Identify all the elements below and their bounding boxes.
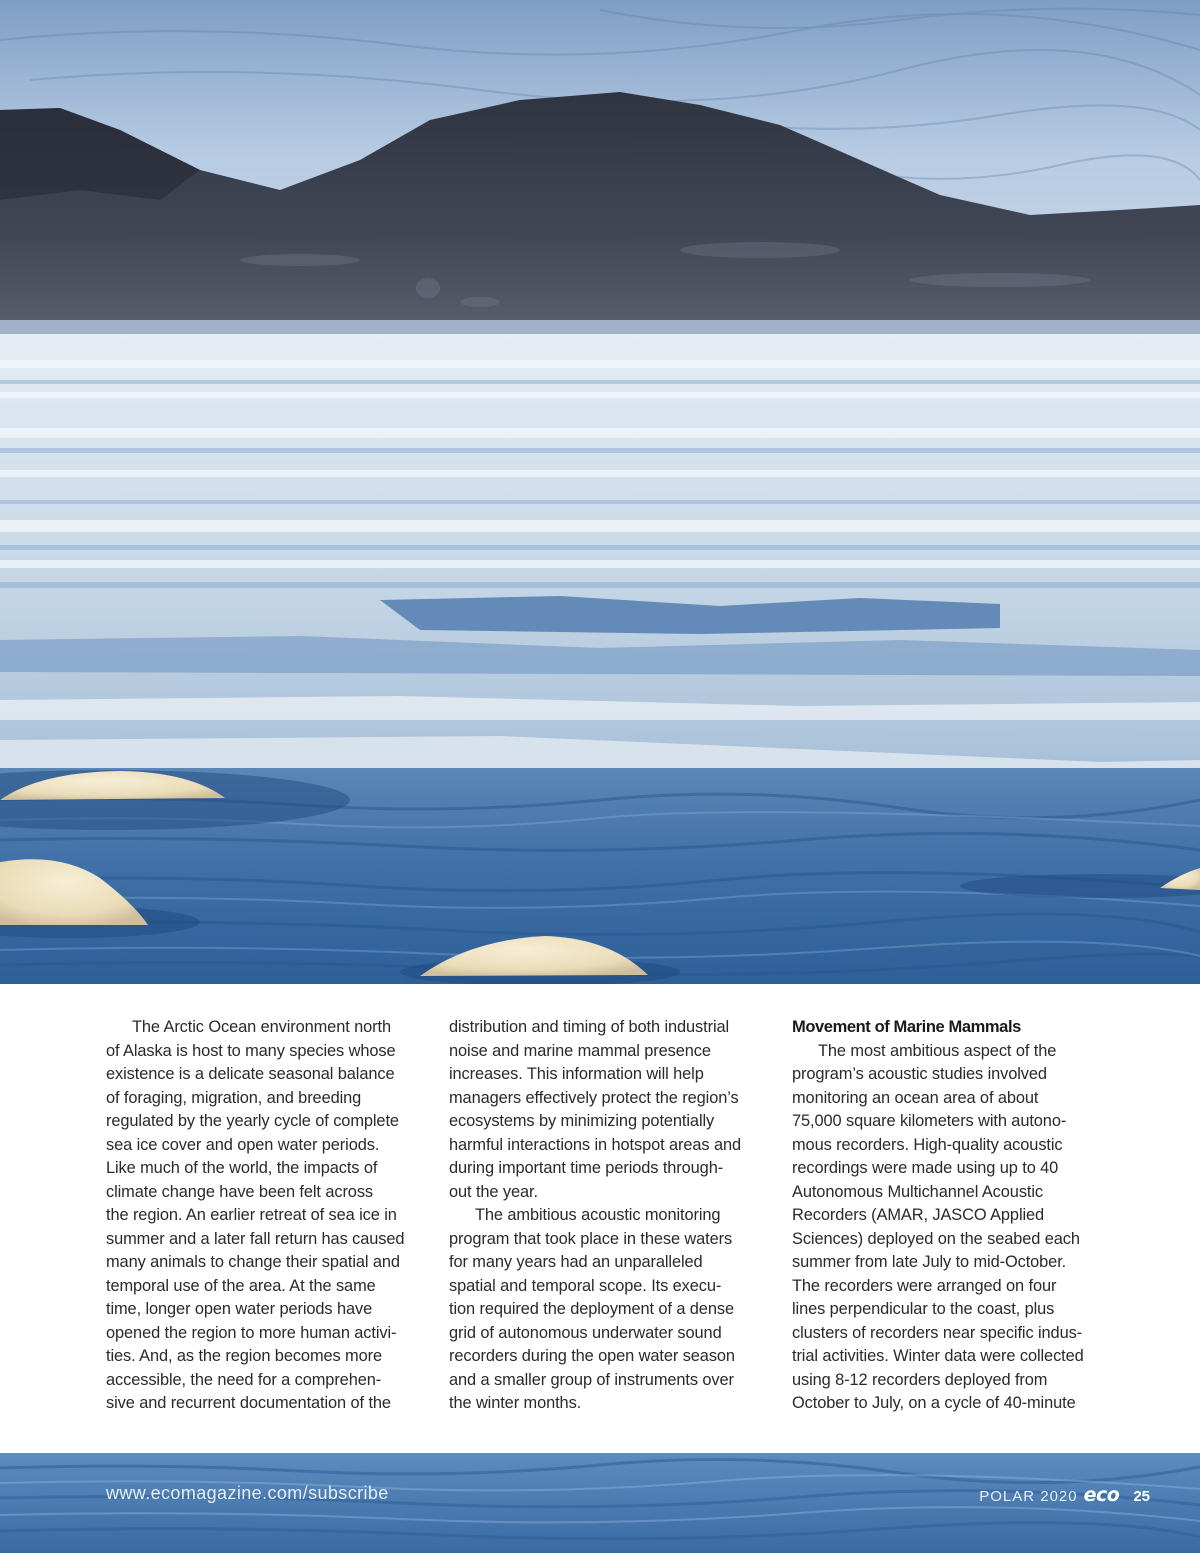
article-column-3 bbox=[792, 1016, 1114, 1416]
paragraph bbox=[792, 1040, 1114, 1416]
text-line: recorders during the open water season bbox=[449, 1347, 735, 1365]
text-line: ties. And, as the region becomes more bbox=[106, 1347, 383, 1365]
text-line: recordings were made using up to 40 bbox=[792, 1159, 1059, 1177]
text-line: The ambitious acoustic monitoring bbox=[475, 1206, 721, 1224]
text-line: temporal use of the area. At the same bbox=[106, 1276, 376, 1295]
text-line: The Arctic Ocean environment north bbox=[132, 1018, 391, 1036]
text-line: Like much of the world, the impacts of bbox=[106, 1159, 378, 1177]
text-line: during important time periods through- bbox=[449, 1159, 724, 1177]
text-line: increases. This information will help bbox=[449, 1065, 704, 1083]
text-line: existence is a delicate seasonal balance bbox=[106, 1065, 395, 1083]
text-line: of foraging, migration, and breeding bbox=[106, 1088, 362, 1107]
text-line: for many years had an unparalleled bbox=[449, 1253, 703, 1271]
text-line: distribution and timing of both industrial bbox=[449, 1018, 730, 1036]
paragraph bbox=[449, 1016, 771, 1204]
text-line: lines perpendicular to the coast, plus bbox=[792, 1300, 1055, 1318]
text-line: The recorders were arranged on four bbox=[792, 1276, 1057, 1295]
text-line: 75,000 square kilometers with autono- bbox=[792, 1112, 1067, 1130]
text-line: grid of autonomous underwater sound bbox=[449, 1323, 722, 1342]
text-line: mous recorders. High-quality acoustic bbox=[792, 1135, 1063, 1154]
text-line: time, longer open water periods have bbox=[106, 1300, 373, 1318]
text-line: regulated by the yearly cycle of complete bbox=[106, 1112, 399, 1130]
text-line: the region. An earlier retreat of sea ice in bbox=[106, 1206, 397, 1224]
text-line: summer and a later fall return has caused bbox=[106, 1229, 405, 1248]
text-line: opened the region to more human activi- bbox=[106, 1323, 397, 1342]
text-line: sive and recurrent documentation of the bbox=[106, 1394, 391, 1412]
text-line: summer from late July to mid-October. bbox=[792, 1253, 1067, 1271]
article-column-2 bbox=[449, 1016, 771, 1416]
text-line: climate change have been felt across bbox=[106, 1182, 374, 1201]
subscribe-link[interactable]: www.ecomagazine.com/subscribe bbox=[106, 1483, 389, 1503]
paragraph bbox=[449, 1204, 771, 1416]
text-line: accessible, the need for a comprehen- bbox=[106, 1370, 382, 1389]
text-line: sea ice cover and open water periods. bbox=[106, 1135, 380, 1154]
text-line: trial activities. Winter data were collected bbox=[792, 1347, 1084, 1365]
issue-label: POLAR 2020 bbox=[979, 1488, 1078, 1505]
text-line: program that took place in these waters bbox=[449, 1229, 733, 1248]
text-line: Autonomous Multichannel Acoustic bbox=[792, 1182, 1043, 1201]
text-line: managers effectively protect the region’s bbox=[449, 1088, 739, 1107]
text-line: of Alaska is host to many species whose bbox=[106, 1041, 396, 1060]
text-line: October to July, on a cycle of 40-minute bbox=[792, 1394, 1076, 1412]
text-line: and a smaller group of instruments over bbox=[449, 1370, 734, 1389]
page-number: 25 bbox=[1133, 1488, 1150, 1505]
text-line: Recorders (AMAR, JASCO Applied bbox=[792, 1206, 1045, 1224]
text-line: monitoring an ocean area of about bbox=[792, 1088, 1039, 1107]
text-line: spatial and temporal scope. Its execu- bbox=[449, 1276, 722, 1295]
magazine-logo: eco bbox=[1083, 1484, 1120, 1506]
text-line: harmful interactions in hotspot areas and bbox=[449, 1135, 742, 1154]
text-line: Sciences) deployed on the seabed each bbox=[792, 1229, 1080, 1248]
text-line: noise and marine mammal presence bbox=[449, 1041, 711, 1060]
text-line: out the year. bbox=[449, 1182, 538, 1201]
text-line: ecosystems by minimizing potentially bbox=[449, 1112, 715, 1130]
section-heading: Movement of Marine Mammals bbox=[792, 1018, 1021, 1036]
text-line: tion required the deployment of a dense bbox=[449, 1300, 734, 1318]
text-line: many animals to change their spatial and bbox=[106, 1253, 400, 1271]
text-line: The most ambitious aspect of the bbox=[818, 1041, 1057, 1060]
text-line: program’s acoustic studies involved bbox=[792, 1065, 1047, 1083]
text-line: clusters of recorders near specific indus- bbox=[792, 1323, 1083, 1342]
text-line: the winter months. bbox=[449, 1394, 582, 1412]
folio bbox=[979, 1484, 1150, 1506]
article-column-1 bbox=[106, 1016, 428, 1416]
text-line: using 8-12 recorders deployed from bbox=[792, 1370, 1048, 1389]
paragraph bbox=[106, 1016, 428, 1416]
